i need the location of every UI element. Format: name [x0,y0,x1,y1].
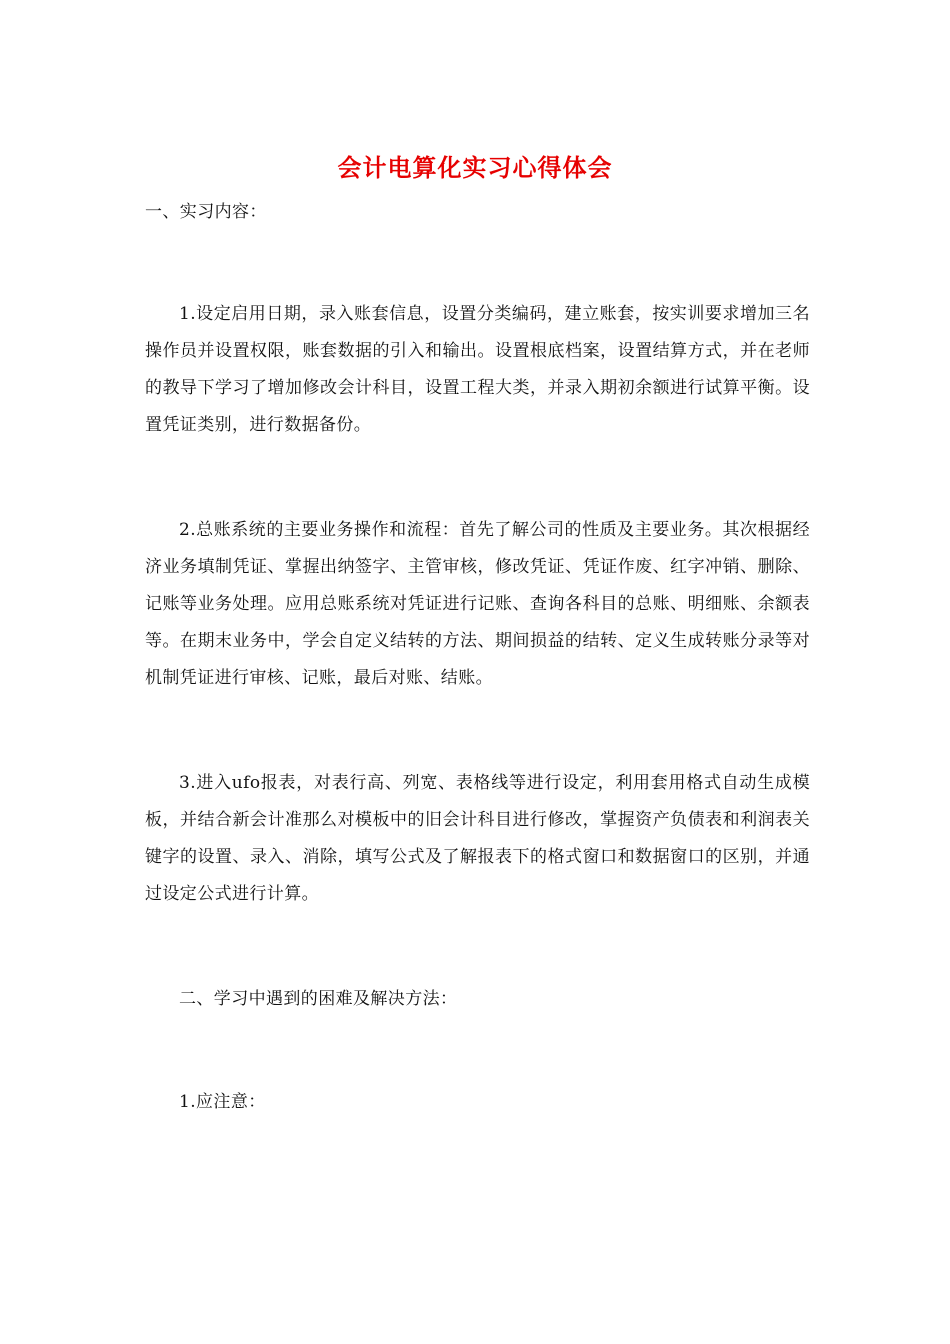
list-item-notes: 1.应注意： [179,1092,266,1112]
document-title: 会计电算化实习心得体会 [337,153,613,182]
paragraph-setup: 1.设定启用日期，录入账套信息，设置分类编码，建立账套，按实训要求增加三名操作员并设置权限，账套数据的引入和输出。设置根底档案，设置结算方式，并在老师的教导下学习了增加修改会计科目，设置工程大类，并录入期初余额进行试算平衡。设置凭证类别，进行数据备份。 [145,304,810,435]
paragraph-report: 3.进入ufo报表，对表行高、列宽、表格线等进行设定，利用套用格式自动生成模板，并结合新会计准那么对模板中的旧会计科目进行修改，掌握资产负债表和利润表关键字的设置、录入、消除，填写公式及了解报表下的格式窗口和数据窗口的区别，并通过设定公式进行计算。 [145,773,810,904]
section-heading-difficulties: 二、学习中遇到的困难及解决方法： [179,989,458,1009]
paragraph-ledger: 2.总账系统的主要业务操作和流程：首先了解公司的性质及主要业务。其次根据经济业务填制凭证、掌握出纳签字、主管审核，修改凭证、凭证作废、红字冲销、删除、记账等业务处理。应用总账系统对凭证进行记账、查询各科目的总账、明细账、余额表等。在期末业务中，学会自定义结转的方法、期间损益的结转、定义生成转账分录等对机制凭证进行审核、记账，最后对账、结账。 [145,520,810,688]
section-heading-content: 一、实习内容： [145,202,267,222]
